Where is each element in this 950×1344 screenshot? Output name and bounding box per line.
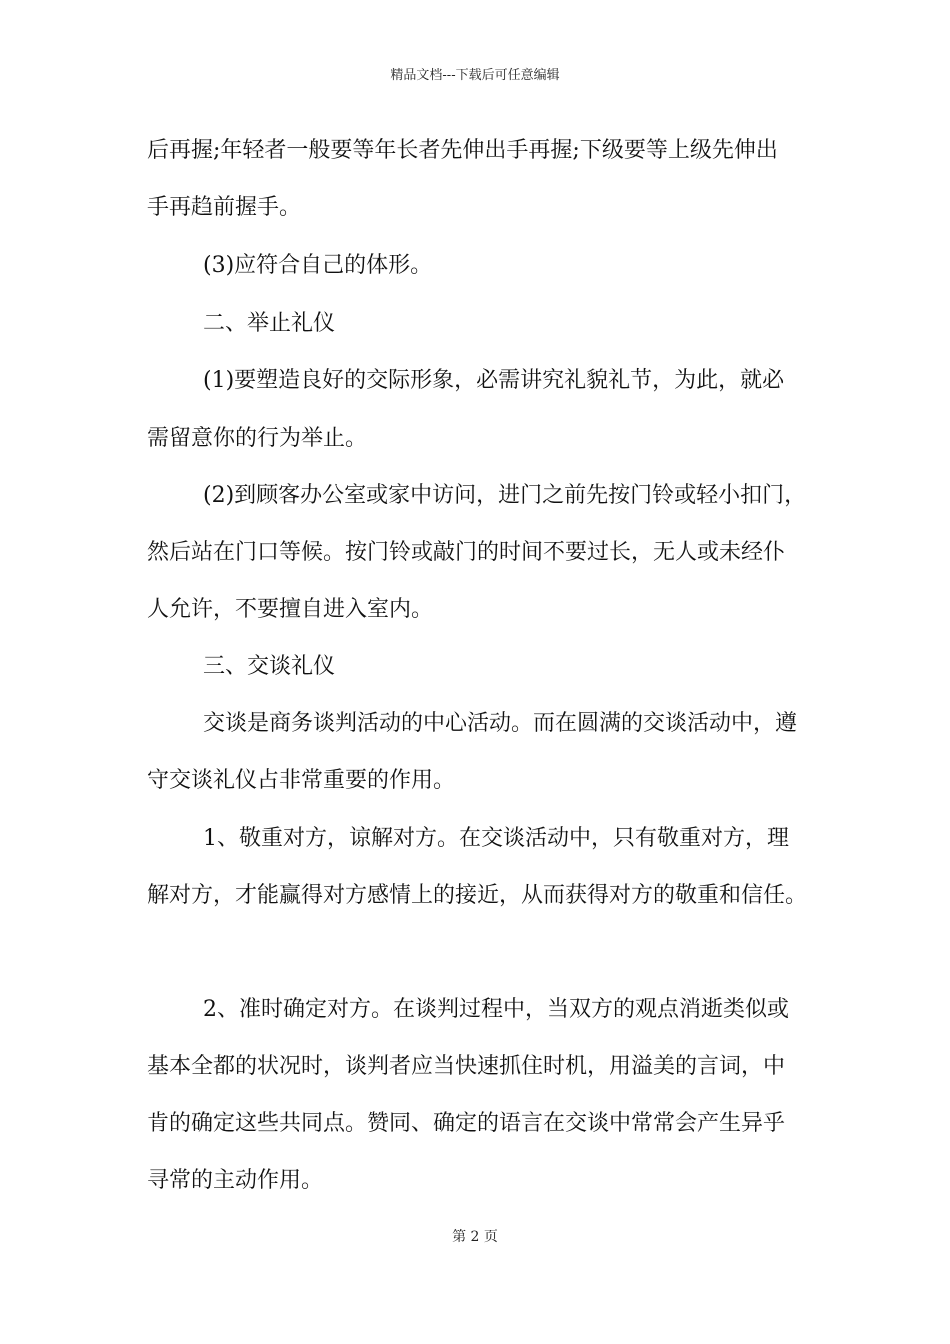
paragraph-line: 寻常的主动作用。: [147, 1168, 324, 1193]
paragraph-line: 手再趋前握手。: [147, 195, 302, 220]
paragraph-line: 需留意你的行为举止。: [147, 426, 368, 451]
paragraph-line: (1)要塑造良好的交际形象，必需讲究礼貌礼节，为此，就必: [203, 368, 785, 393]
paragraph-line: 然后站在门口等候。按门铃或敲门的时间不要过长，无人或未经仆: [147, 540, 786, 565]
page-header: 精品文档---下载后可任意编辑: [390, 68, 560, 83]
paragraph-line: 人允许，不要擅自进入室内。: [147, 597, 434, 622]
page-number: 第 2 页: [452, 1229, 498, 1245]
paragraph-line: (3)应符合自己的体形。: [203, 253, 433, 278]
section-heading: 二、举止礼仪: [203, 311, 336, 336]
paragraph-line: 2、准时确定对方。在谈判过程中，当双方的观点消逝类似或: [203, 997, 789, 1022]
paragraph-line: 后再握;年轻者一般要等年长者先伸出手再握;下级要等上级先伸出: [147, 138, 778, 163]
paragraph-line: 肯的确定这些共同点。赞同、确定的语言在交谈中常常会产生异乎: [147, 1111, 786, 1136]
paragraph-line: (2)到顾客办公室或家中访问，进门之前先按门铃或轻小扣门，: [203, 483, 807, 508]
paragraph-line: 守交谈礼仪占非常重要的作用。: [147, 768, 456, 793]
section-heading: 三、交谈礼仪: [203, 654, 336, 679]
paragraph-line: 1、敬重对方，谅解对方。在交谈活动中，只有敬重对方，理: [203, 826, 789, 851]
paragraph-line: 交谈是商务谈判活动的中心活动。而在圆满的交谈活动中，遵: [203, 711, 798, 736]
paragraph-line: 解对方，才能赢得对方感情上的接近，从而获得对方的敬重和信任。: [147, 883, 808, 908]
paragraph-line: 基本全都的状况时，谈判者应当快速抓住时机，用溢美的言词，中: [147, 1054, 786, 1079]
